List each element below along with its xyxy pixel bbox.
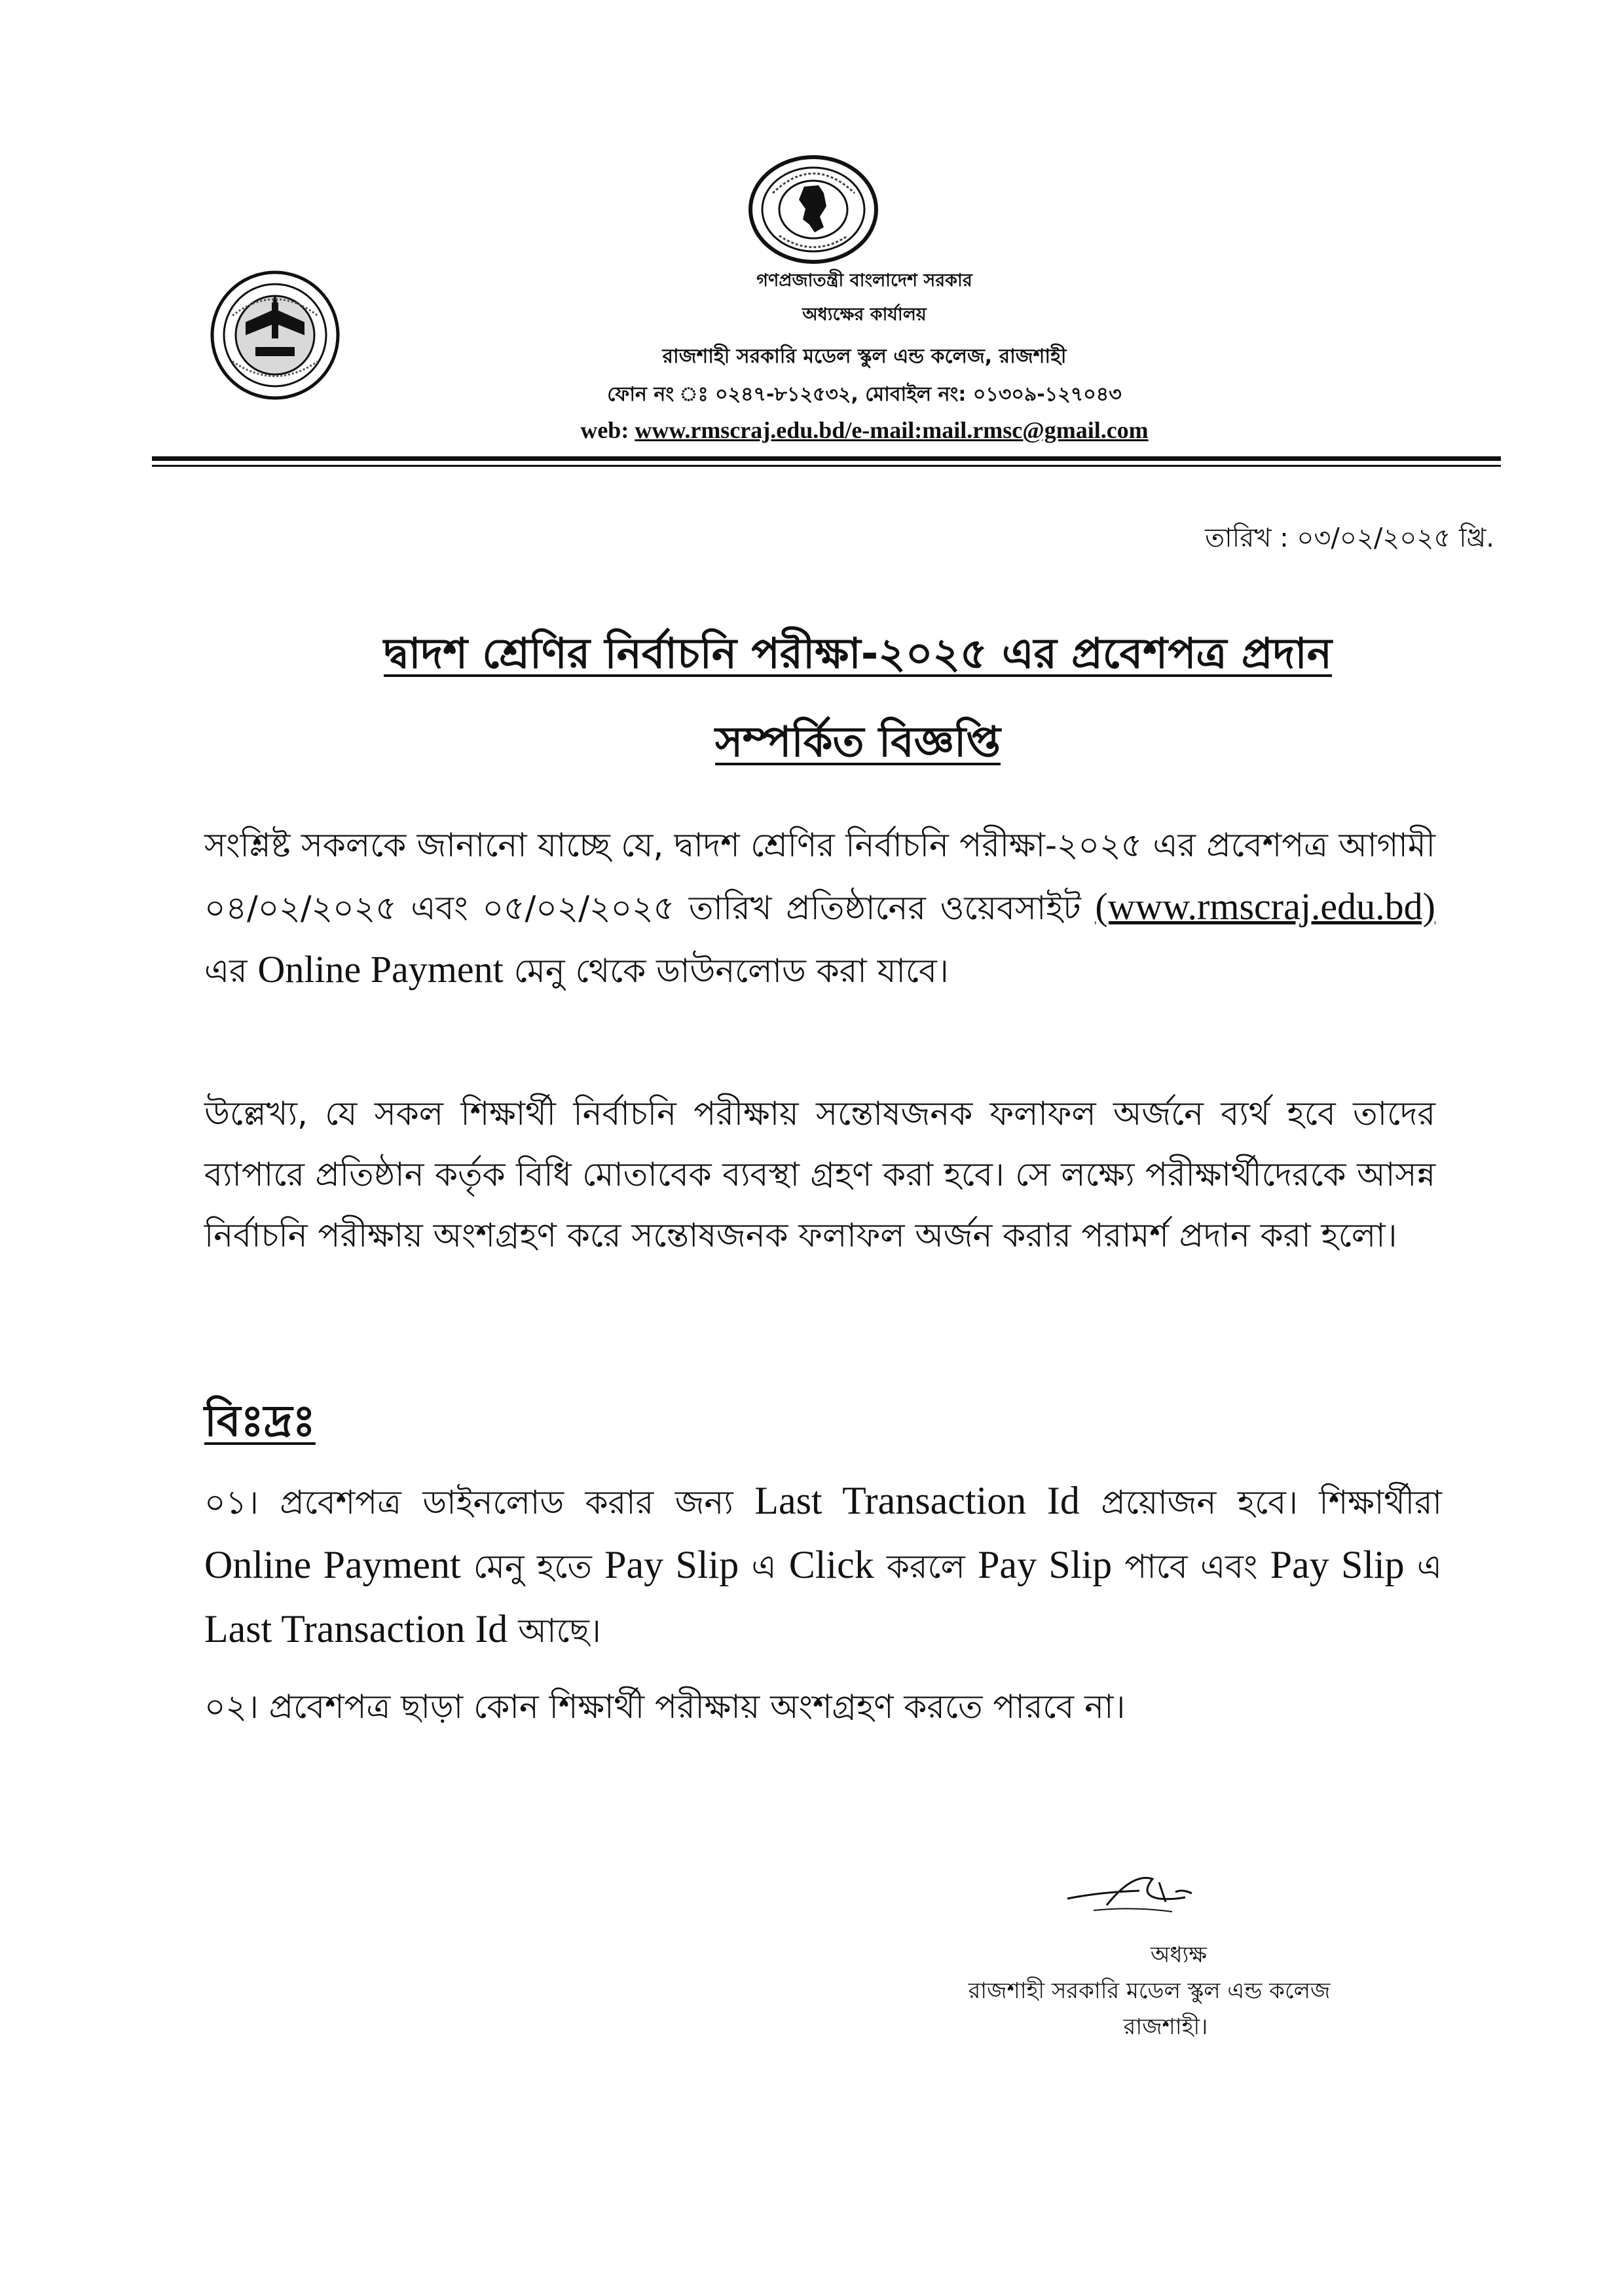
signatory-city: রাজশাহী। <box>1123 2014 1208 2040</box>
note-heading: বিঃদ্রঃ <box>204 1396 316 1446</box>
note-item-1: ০১। প্রবেশপত্র ডাইনলোড করার জন্য Last Transaction Id প্রয়োজন হবে। শিক্ষার্থীরা Online Payment মেনু হতে Pay Slip এ Click করলে Pay Slip পাবে এবং Pay Slip এ Last Transaction Id আছে। <box>204 1479 1443 1650</box>
web-email-link[interactable]: www.rmscraj.edu.bd/e-mail:mail.rmsc@gmail.com <box>635 417 1149 443</box>
header-divider-thick <box>152 456 1501 461</box>
body-paragraph-1: সংশ্লিষ্ট সকলকে জানানো যাচ্ছে যে, দ্বাদশ শ্রেণির নির্বাচনি পরীক্ষা-২০২৫ এর প্রবেশপত্র আগামী ০৪/০২/২০২৫ এবং ০৫/০২/২০২৫ তারিখ প্রতিষ্ঠানের ওয়েবসাইট (www.rmscraj.edu.bd) এর Online Payment মেনু থেকে ডাউনলোড করা যাবে। <box>204 826 1435 991</box>
signatory-institution: রাজশাহী সরকারি মডেল স্কুল এন্ড কলেজ <box>968 1978 1331 2004</box>
contact-phone: ফোন নং ঃ ০২৪৭-৮১২৫৩২, মোবাইল নং: ০১৩০৯-১২৭০৪৩ <box>607 383 1122 406</box>
institution-name: রাজশাহী সরকারি মডেল স্কুল এন্ড কলেজ, রাজশাহী <box>662 345 1067 368</box>
website-link[interactable]: (www.rmscraj.edu.bd) <box>1095 885 1435 928</box>
government-seal <box>747 154 881 265</box>
body-paragraph-2: উল্লেখ্য, যে সকল শিক্ষার্থী নির্বাচনি পরীক্ষায় সন্তোষজনক ফলাফল অর্জনে ব্যর্থ হবে তাদের ব্যাপারে প্রতিষ্ঠান কর্তৃক বিধি মোতাবেক ব্যবস্থা গ্রহণ করা হবে। সে লক্ষ্যে পরীক্ষার্থীদেরকে আসন্ন নির্বাচনি পরীক্ষায় অংশগ্রহণ করে সন্তোষজনক ফলাফল অর্জন করার পরামর্শ প্রদান করা হলো। <box>204 1095 1435 1254</box>
web-label: web: <box>580 417 635 443</box>
office-name: অধ্যক্ষের কার্যালয় <box>802 304 927 325</box>
notice-title-line2: সম্পর্কিত বিজ্ঞপ্তি <box>715 718 1001 767</box>
signatory-title: অধ্যক্ষ <box>1151 1942 1207 1968</box>
web-email-line <box>52 416 1624 444</box>
note-item-2: ০২। প্রবেশপত্র ছাড়া কোন শিক্ষার্থী পরীক্ষায় অংশগ্রহণ করতে পারবে না। <box>204 1688 1126 1726</box>
notice-title-line1: দ্বাদশ শ্রেণির নির্বাচনি পরীক্ষা-২০২৫ এর প্রবেশপত্র প্রদান <box>384 630 1332 678</box>
notice-date: তারিখ : ০৩/০২/২০২৫ খ্রি. <box>1205 523 1494 553</box>
government-name: গণপ্রজাতন্ত্রী বাংলাদেশ সরকার <box>756 270 972 291</box>
header-divider-thin <box>152 465 1501 467</box>
principal-signature <box>1061 1859 1257 1925</box>
